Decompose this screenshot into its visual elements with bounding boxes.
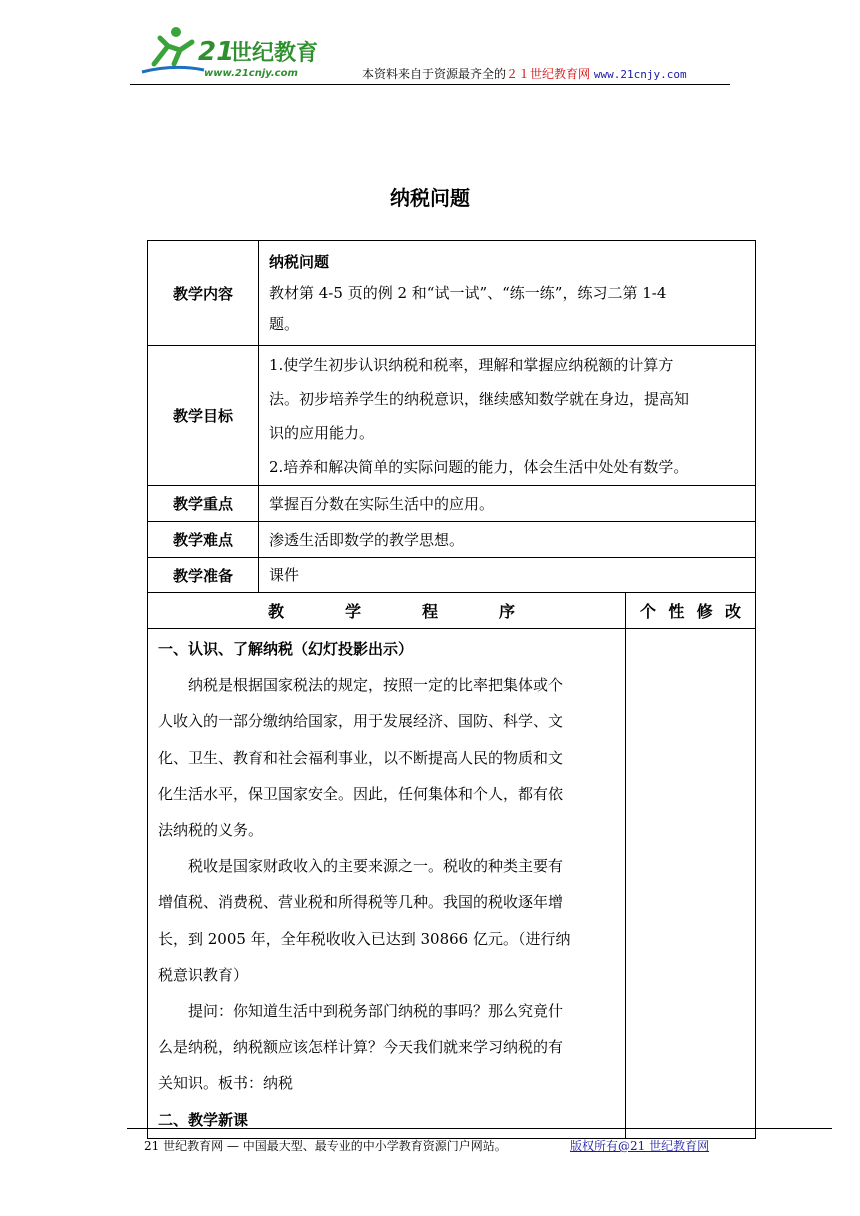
paragraph-line: 么是纳税，纳税额应该怎样计算？今天我们就来学习纳税的有 — [158, 1038, 564, 1057]
page-header — [130, 20, 730, 86]
row-label: 教学重点 — [148, 486, 259, 522]
content-line: 2.培养和解决简单的实际问题的能力，体会生活中处处有数学。 — [269, 457, 689, 476]
content-line: 教材第 4-5 页的例 2 和“试一试”、“练一练”，练习二第 1-4 — [269, 283, 667, 302]
row-content: 掌握百分数在实际生活中的应用。 — [259, 486, 756, 522]
header-char: 个 — [640, 602, 657, 621]
copyright-link[interactable]: 版权所有@21 世纪教育网 — [570, 1139, 710, 1153]
content-line: 法。初步培养学生的纳税意识，继续感知数学就在身边，提高知 — [269, 389, 690, 408]
svg-text:21: 21 — [198, 37, 235, 67]
footer-divider — [127, 1128, 832, 1129]
header-char: 序 — [498, 602, 515, 621]
row-label: 教学准备 — [148, 558, 259, 593]
procedure-header-row — [148, 593, 756, 629]
paragraph-line: 关知识。板书：纳税 — [158, 1074, 294, 1093]
row-content — [259, 241, 756, 346]
table-row — [148, 522, 756, 558]
header-char: 性 — [668, 602, 685, 621]
table-row — [148, 558, 756, 593]
revision-header — [626, 593, 756, 629]
content-line: 题。 — [269, 314, 300, 333]
paragraph — [158, 667, 615, 848]
paragraph-line: 税意识教育） — [158, 965, 249, 984]
svg-text:www.21cnjy.com: www.21cnjy.com — [204, 68, 298, 79]
row-label: 教学难点 — [148, 522, 259, 558]
21cnjy-logo — [134, 24, 334, 80]
procedure-body — [148, 629, 626, 1139]
paragraph-line: 长，到 2005 年，全年税收收入已达到 30866 亿元。（进行纳 — [158, 929, 571, 948]
header-divider — [130, 84, 730, 85]
svg-text:世纪教育: 世纪教育 — [230, 41, 319, 66]
header-char: 改 — [724, 602, 741, 621]
lesson-plan-table — [147, 240, 756, 1139]
header-char: 学 — [344, 602, 361, 621]
header-char: 教 — [268, 602, 285, 621]
row-label: 教学内容 — [148, 241, 259, 346]
paragraph-line: 法纳税的义务。 — [158, 821, 264, 840]
row-content: 课件 — [259, 558, 756, 593]
table-row — [148, 486, 756, 522]
paragraph-line: 人收入的一部分缴纳给国家，用于发展经济、国防、科学、文 — [158, 712, 564, 731]
table-row — [148, 241, 756, 346]
content-line: 纳税问题 — [269, 252, 330, 271]
footer-text: 21 世纪教育网 — 中国最大型、最专业的中小学教育资源门户网站。 — [144, 1139, 507, 1153]
revision-notes-cell — [626, 629, 756, 1139]
paragraph-line: 化生活水平，保卫国家安全。因此，任何集体和个人，都有依 — [158, 784, 564, 803]
document-title: 纳税问题 — [390, 186, 470, 210]
paragraph — [158, 993, 615, 1102]
source-url[interactable]: www.21cnjy.com — [593, 68, 687, 81]
header-char: 修 — [696, 602, 713, 621]
paragraph-line: 提问：你知道生活中到税务部门纳税的事吗？那么究竟什 — [188, 1002, 564, 1021]
header-source-text — [362, 65, 687, 82]
table-row — [148, 346, 756, 486]
paragraph — [158, 848, 615, 993]
content-line: 1.使学生初步认识纳税和税率，理解和掌握应纳税额的计算方 — [269, 355, 674, 374]
source-prefix: 本资料来自于资源最齐全的 — [362, 67, 507, 81]
row-label: 教学目标 — [148, 346, 259, 486]
row-content: 渗透生活即数学的教学思想。 — [259, 522, 756, 558]
content-line: 识的应用能力。 — [269, 423, 375, 442]
paragraph-line: 增值税、消费税、营业税和所得税等几种。我国的税收逐年增 — [158, 893, 564, 912]
section-heading: 一、认识、了解纳税（幻灯投影出示） — [158, 640, 414, 658]
procedure-body-row — [148, 629, 756, 1139]
paragraph-line: 纳税是根据国家税法的规定，按照一定的比率把集体或个 — [188, 676, 564, 695]
procedure-header — [148, 593, 626, 629]
row-content — [259, 346, 756, 486]
paragraph-line: 化、卫生、教育和社会福利事业，以不断提高人民的物质和文 — [158, 748, 564, 767]
header-char: 程 — [421, 602, 438, 621]
source-site: ２１世纪教育网 — [506, 67, 591, 81]
section-heading: 二、教学新课 — [158, 1110, 249, 1129]
paragraph-line: 税收是国家财政收入的主要来源之一。税收的种类主要有 — [188, 857, 564, 876]
